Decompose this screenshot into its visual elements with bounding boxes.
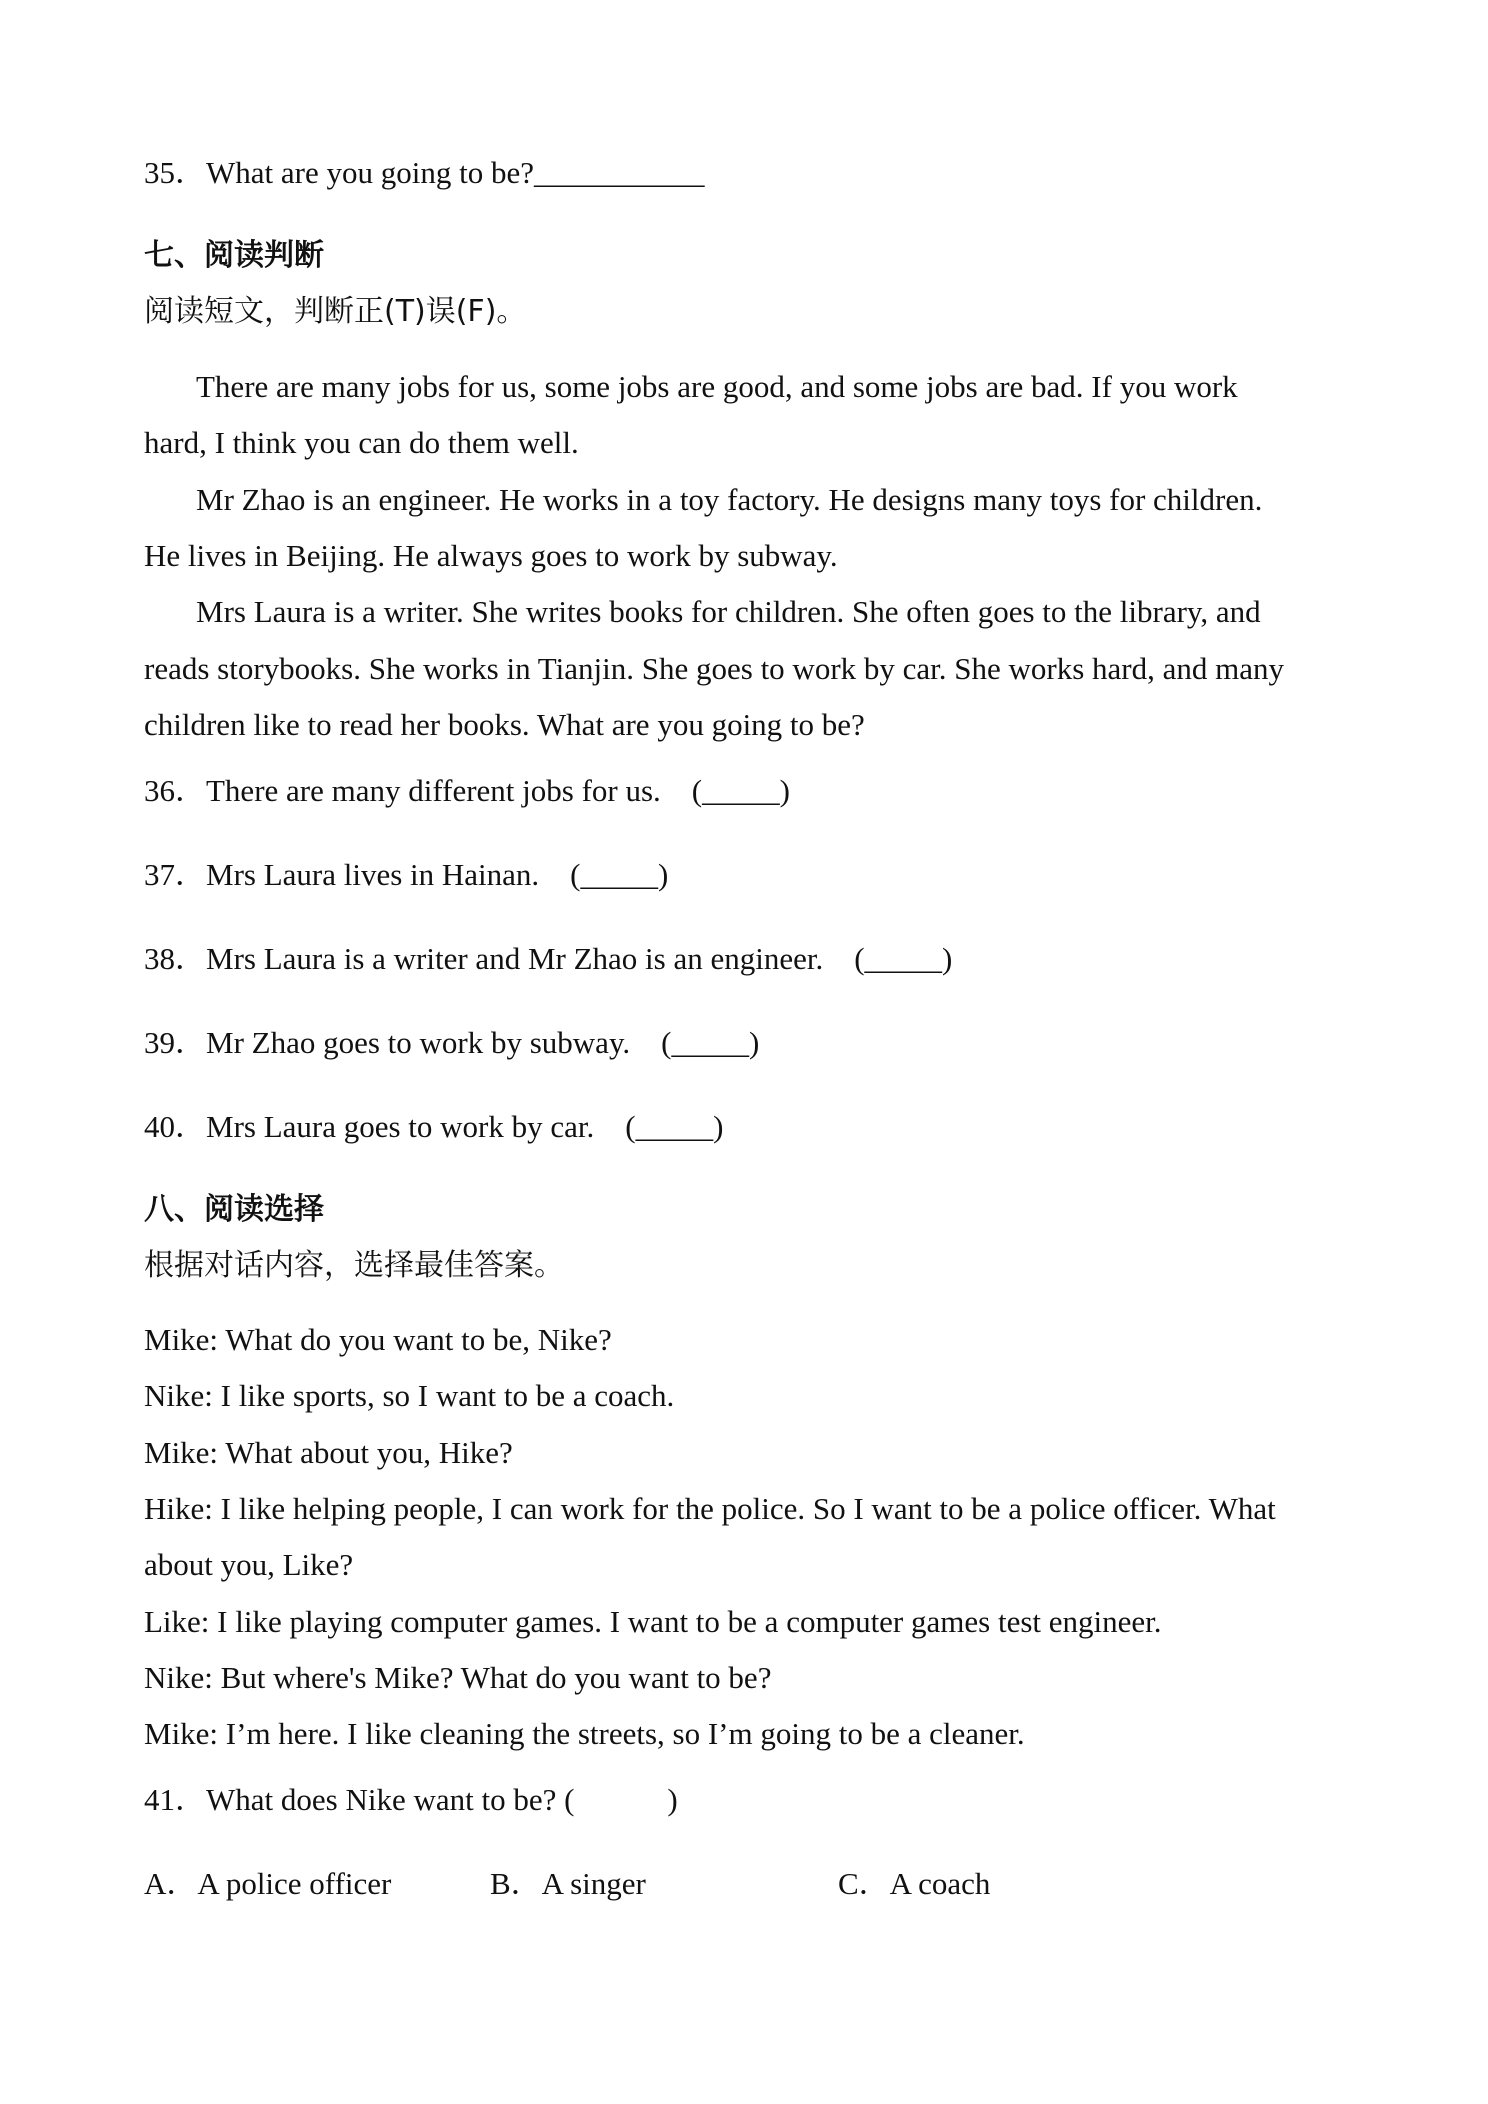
passage-line: There are many jobs for us, some jobs are good, and some jobs are bad. If you work (196, 369, 1238, 404)
section-7-heading: 七、阅读判断 (144, 238, 324, 273)
dialogue-line: Mike: I’m here. I like cleaning the streets, so I’m going to be a cleaner. (144, 1716, 1025, 1751)
question-number: 41． (144, 1782, 206, 1817)
question-36 (144, 771, 790, 811)
dialogue-line: Mike: What about you, Hike? (144, 1435, 513, 1470)
dialogue-line: Nike: But where's Mike? What do you want to be? (144, 1660, 772, 1695)
question-text: Mr Zhao goes to work by subway. (_____) (206, 1025, 760, 1060)
question-text: Mrs Laura lives in Hainan. (_____) (206, 857, 669, 892)
section-8-instruction: 根据对话内容，选择最佳答案。 (144, 1248, 564, 1283)
passage-line: Mrs Laura is a writer. She writes books for children. She often goes to the library, and (196, 594, 1261, 629)
question-40 (144, 1107, 723, 1147)
question-37 (144, 855, 668, 895)
dialogue-line: Mike: What do you want to be, Nike? (144, 1322, 612, 1357)
question-41 (144, 1780, 678, 1820)
option-b[interactable]: B．A singer (490, 1866, 646, 1901)
option-c[interactable]: C．A coach (838, 1866, 991, 1901)
section-7-instruction: 阅读短文，判断正(T)误(F)。 (144, 294, 527, 329)
question-39 (144, 1023, 759, 1063)
dialogue-line: Like: I like playing computer games. I want to be a computer games test engineer. (144, 1604, 1162, 1639)
passage-line: children like to read her books. What are you going to be? (144, 707, 865, 742)
passage-line: reads storybooks. She works in Tianjin. She goes to work by car. She works hard, and many (144, 651, 1285, 686)
dialogue-line: Nike: I like sports, so I want to be a coach. (144, 1378, 675, 1413)
section-8-heading: 八、阅读选择 (144, 1192, 324, 1227)
question-text: Mrs Laura is a writer and Mr Zhao is an engineer. (_____) (206, 941, 953, 976)
question-number: 37． (144, 857, 206, 892)
question-text: There are many different jobs for us. (_____) (206, 773, 790, 808)
question-number: 38． (144, 941, 206, 976)
question-text: What does Nike want to be? ( ) (206, 1782, 678, 1817)
passage-line: hard, I think you can do them well. (144, 425, 579, 460)
passage-line: Mr Zhao is an engineer. He works in a toy factory. He designs many toys for children. (196, 482, 1263, 517)
dialogue-line: Hike: I like helping people, I can work for the police. So I want to be a police officer. What (144, 1491, 1276, 1526)
passage-line: He lives in Beijing. He always goes to work by subway. (144, 538, 838, 573)
question-35 (144, 153, 704, 193)
question-38 (144, 939, 952, 979)
question-number: 39． (144, 1025, 206, 1060)
question-number: 35． (144, 155, 206, 190)
question-text: What are you going to be?___________ (206, 155, 705, 190)
question-number: 40． (144, 1109, 206, 1144)
question-text: Mrs Laura goes to work by car. (_____) (206, 1109, 724, 1144)
dialogue-line: about you, Like? (144, 1547, 354, 1582)
option-a[interactable]: A．A police officer (144, 1866, 392, 1901)
question-number: 36． (144, 773, 206, 808)
